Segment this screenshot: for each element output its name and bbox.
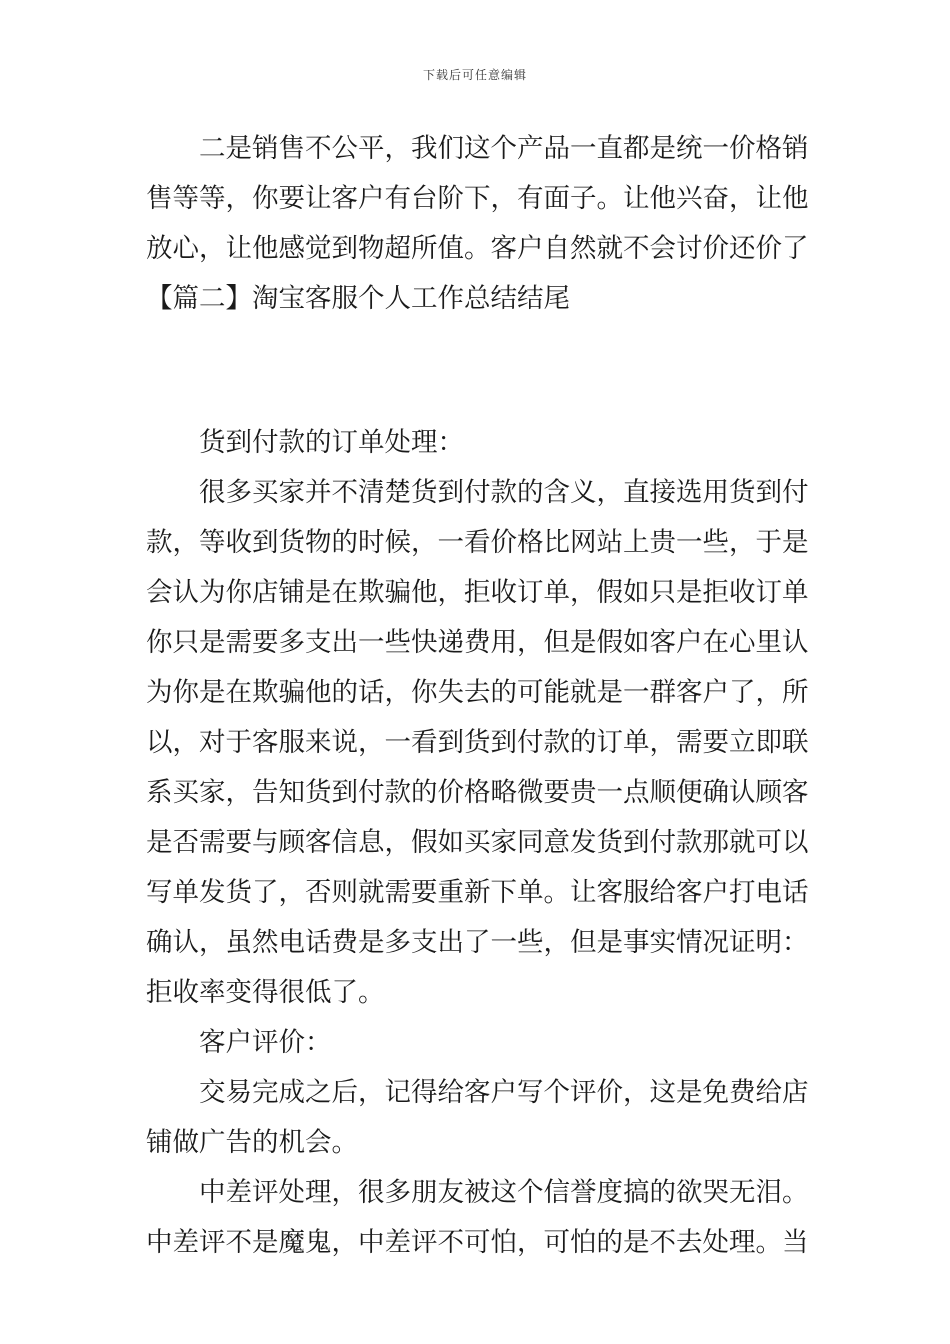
subheading-cod-orders: 货到付款的订单处理：: [199, 427, 464, 458]
text-line: 款，等收到货物的时候，一看价格比网站上贵一些，于是: [146, 527, 809, 558]
text-line: 会认为你店铺是在欺骗他，拒收订单，假如只是拒收订单: [146, 577, 809, 608]
text-line: 确认，虽然电话费是多支出了一些，但是事实情况证明：: [146, 927, 809, 958]
page-header-note: 下载后可任意编辑: [422, 68, 527, 82]
text-line: 中差评处理，很多朋友被这个信誉度搞的欲哭无泪。: [199, 1177, 809, 1208]
subheading-customer-review: 客户评价：: [199, 1027, 332, 1058]
text-line: 放心，让他感觉到物超所值。客户自然就不会讨价还价了: [146, 233, 809, 264]
text-line: 你只是需要多支出一些快递费用，但是假如客户在心里认: [146, 627, 809, 658]
document-body: [146, 124, 808, 1268]
section-heading: 【篇二】淘宝客服个人工作总结结尾: [146, 283, 570, 314]
text-line: 二是销售不公平，我们这个产品一直都是统一价格销: [199, 133, 809, 164]
text-line: 为你是在欺骗他的话，你失去的可能就是一群客户了，所: [146, 677, 809, 708]
paragraph-spacer: [146, 324, 808, 418]
text-line: 是否需要与顾客信息，假如买家同意发货到付款那就可以: [146, 827, 809, 858]
text-line: 以，对于客服来说，一看到货到付款的订单，需要立即联: [146, 727, 809, 758]
text-line: 售等等，你要让客户有台阶下，有面子。让他兴奋，让他: [146, 183, 809, 214]
text-line: 很多买家并不清楚货到付款的含义，直接选用货到付: [199, 477, 809, 508]
text-line: 中差评不是魔鬼，中差评不可怕，可怕的是不去处理。当: [146, 1227, 809, 1258]
text-line: 系买家，告知货到付款的价格略微要贵一点顺便确认顾客: [146, 777, 809, 808]
text-line: 拒收率变得很低了。: [146, 977, 385, 1008]
text-line: 铺做广告的机会。: [146, 1127, 358, 1158]
text-line: 写单发货了，否则就需要重新下单。让客服给客户打电话: [146, 877, 809, 908]
text-line: 交易完成之后，记得给客户写个评价，这是免费给店: [199, 1077, 809, 1108]
